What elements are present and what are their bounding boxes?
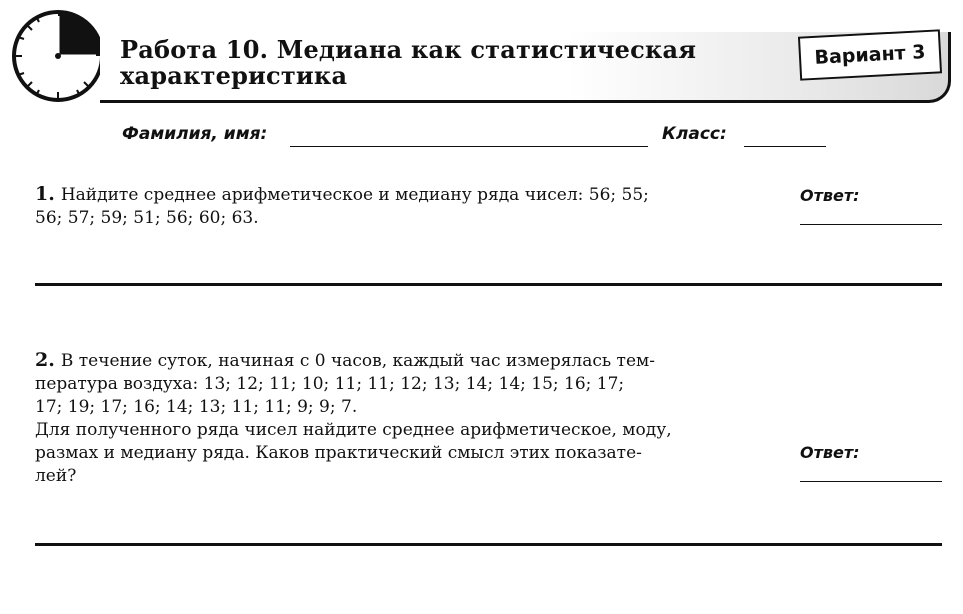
title-line-1: Работа 10. Медиана как статистическая (120, 35, 697, 64)
class-field[interactable] (744, 146, 826, 147)
task-1-line-1: 1. Найдите среднее арифметическое и медиану ряда чисел: 56; 55; (35, 183, 649, 205)
task-2-answer-field[interactable] (800, 481, 942, 482)
variant-badge (798, 29, 942, 80)
class-label: Класс: (662, 124, 727, 144)
task-2-line-4: Для полученного ряда чисел найдите среднее арифметическое, моду, (35, 420, 672, 440)
task-2-line-1: 2. В течение суток, начиная с 0 часов, каждый час измерялась тем- (35, 349, 655, 371)
name-label: Фамилия, имя: (122, 124, 268, 144)
task-2-line-6: лей? (35, 466, 77, 486)
clock-icon (8, 4, 108, 104)
task-2-number: 2. (35, 349, 55, 371)
task-2-answer-label: Ответ: (800, 443, 860, 462)
task-1-divider (35, 283, 942, 286)
variant-label: Вариант 3 (813, 41, 926, 69)
task-2-divider (35, 543, 942, 546)
task-1-answer-field[interactable] (800, 224, 942, 225)
task-1-number: 1. (35, 183, 55, 205)
task-1-line-2: 56; 57; 59; 51; 56; 60; 63. (35, 208, 259, 228)
page-title (120, 37, 760, 89)
task-1 (35, 183, 785, 230)
task-2-line-3: 17; 19; 17; 16; 14; 13; 11; 11; 9; 9; 7. (35, 397, 358, 417)
task-2-line-2: пература воздуха: 13; 12; 11; 10; 11; 11; 12; 13; 14; 14; 15; 16; 17; (35, 374, 625, 394)
name-field[interactable] (290, 146, 648, 147)
task-2 (35, 349, 785, 488)
title-line-2: характеристика (120, 61, 348, 90)
task-1-answer-label: Ответ: (800, 186, 860, 205)
task-2-line-5: размах и медиану ряда. Каков практический смысл этих показате- (35, 443, 642, 463)
